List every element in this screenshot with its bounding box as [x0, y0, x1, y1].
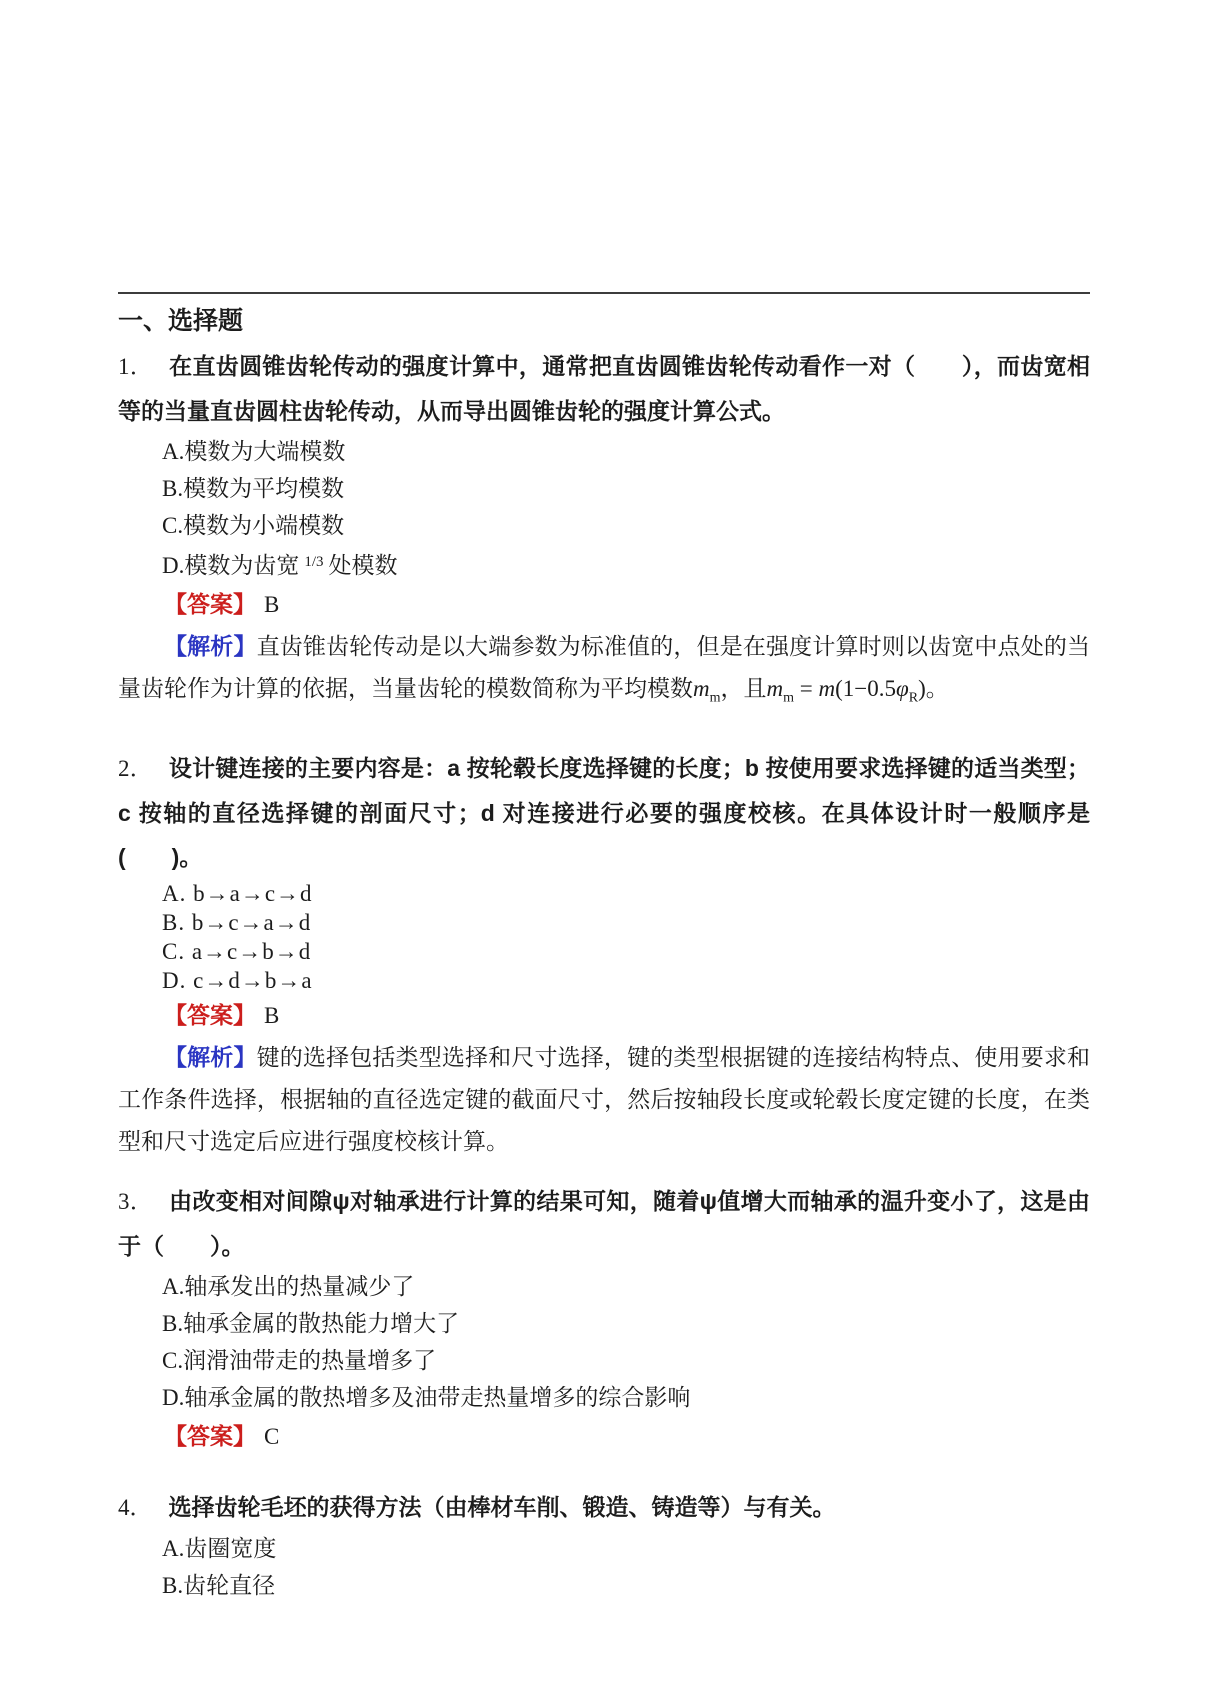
- question-4-stem: [118, 1485, 1090, 1530]
- answer-label: 【答案】: [164, 1422, 256, 1449]
- divider-line: [118, 292, 1090, 294]
- formula-sub: m: [783, 690, 795, 706]
- question-stem-text: 由改变相对间隙ψ对轴承进行计算的结果可知，随着ψ值增大而轴承的温升变小了，这是由于（ ）。: [118, 1187, 1091, 1259]
- answer-label: 【答案】: [164, 591, 256, 617]
- question-4: [118, 1485, 1090, 1604]
- question-3: [118, 1179, 1090, 1457]
- question-2: [118, 746, 1090, 1163]
- question-1-stem: [118, 344, 1090, 433]
- question-1-option-b: B.模数为平均模数: [162, 476, 345, 501]
- answer-value: B: [264, 1002, 280, 1028]
- question-3-stem: [118, 1179, 1090, 1268]
- question-2-option-a: A. b→a→c→d: [162, 880, 313, 906]
- option-d-suffix: 处模数: [328, 553, 398, 578]
- question-4-option-b: B.齿轮直径: [162, 1572, 276, 1598]
- question-stem-text: 设计键连接的主要内容是：a 按轮毂长度选择键的长度；b 按使用要求选择键的适当类型；c 按轴的直径选择键的剖面尺寸；d 对连接进行必要的强度校核。在具体设计时一般顺序是( )。: [118, 754, 1091, 870]
- question-4-option-a: A.齿圈宽度: [162, 1535, 277, 1561]
- question-3-option-b: B.轴承金属的散热能力增大了: [162, 1310, 460, 1336]
- question-1-answer-line: [118, 584, 1090, 625]
- formula-paren: (1−0.5: [835, 676, 897, 701]
- formula-text: ，且: [720, 676, 767, 701]
- question-number: 2．: [118, 755, 153, 781]
- analysis-text: 直齿锥齿轮传动是以大端参数为标准值的，但是在强度计算时则以齿宽中点处的当量齿轮作为计算的依据，当量齿轮的模数简称为平均模数: [118, 634, 1091, 701]
- question-number: 3．: [118, 1188, 154, 1214]
- question-number: 1．: [118, 354, 154, 379]
- question-3-option-a: A.轴承发出的热量减少了: [162, 1273, 415, 1299]
- question-3-option-d: D.轴承金属的散热增多及油带走热量增多的综合影响: [162, 1384, 691, 1410]
- analysis-text: 键的选择包括类型选择和尺寸选择，键的类型根据键的连接结构特点、使用要求和工作条件选择，根据轴的直径选定键的截面尺寸，然后按轴段长度或轮毂长度定键的长度，在类型和尺寸选定后应进行强度校核计算。: [118, 1044, 1091, 1154]
- question-2-option-d: D. c→d→b→a: [162, 967, 313, 993]
- formula-var: m: [766, 676, 784, 701]
- analysis-label: 【解析】: [164, 633, 257, 659]
- question-1-option-d: [118, 544, 1090, 584]
- question-3-answer-line: [118, 1416, 1090, 1457]
- page-content: [0, 292, 1216, 1604]
- formula-var: m: [693, 676, 710, 701]
- question-2-analysis: [118, 1036, 1090, 1163]
- option-d-fraction: 1/3: [304, 554, 324, 570]
- question-3-option-c: C.润滑油带走的热量增多了: [162, 1347, 437, 1373]
- formula-close: )。: [918, 676, 949, 701]
- formula-phi: φ: [896, 676, 909, 701]
- section-heading: 一、选择题: [118, 307, 244, 335]
- formula-sub: m: [709, 690, 721, 706]
- question-1-analysis: [118, 625, 1090, 720]
- question-2-answer-line: [118, 995, 1090, 1036]
- analysis-label: 【解析】: [164, 1043, 257, 1070]
- question-stem-text: 在直齿圆锥齿轮传动的强度计算中，通常把直齿圆锥齿轮传动看作一对（ ），而齿宽相等的当量直齿圆柱齿轮传动，从而导出圆锥齿轮的强度计算公式。: [118, 353, 1091, 424]
- formula-equals: =: [794, 676, 819, 701]
- question-1: [118, 344, 1090, 720]
- question-stem-text: 选择齿轮毛坯的获得方法（由棒材车削、锻造、铸造等）与有关。: [168, 1493, 836, 1520]
- question-2-stem: [118, 746, 1090, 879]
- answer-value: C: [264, 1423, 280, 1449]
- question-2-option-b: B. b→c→a→d: [162, 909, 312, 935]
- answer-label: 【答案】: [164, 1001, 256, 1028]
- question-2-option-c: C. a→c→b→d: [162, 938, 312, 964]
- answer-value: B: [264, 592, 280, 617]
- formula-var: m: [818, 676, 836, 701]
- question-number: 4．: [118, 1494, 153, 1520]
- formula-sub: R: [908, 690, 919, 706]
- option-d-prefix: D.模数为齿宽: [162, 553, 300, 578]
- question-1-option-a: A.模数为大端模数: [162, 439, 346, 464]
- question-1-option-c: C.模数为小端模数: [162, 513, 345, 538]
